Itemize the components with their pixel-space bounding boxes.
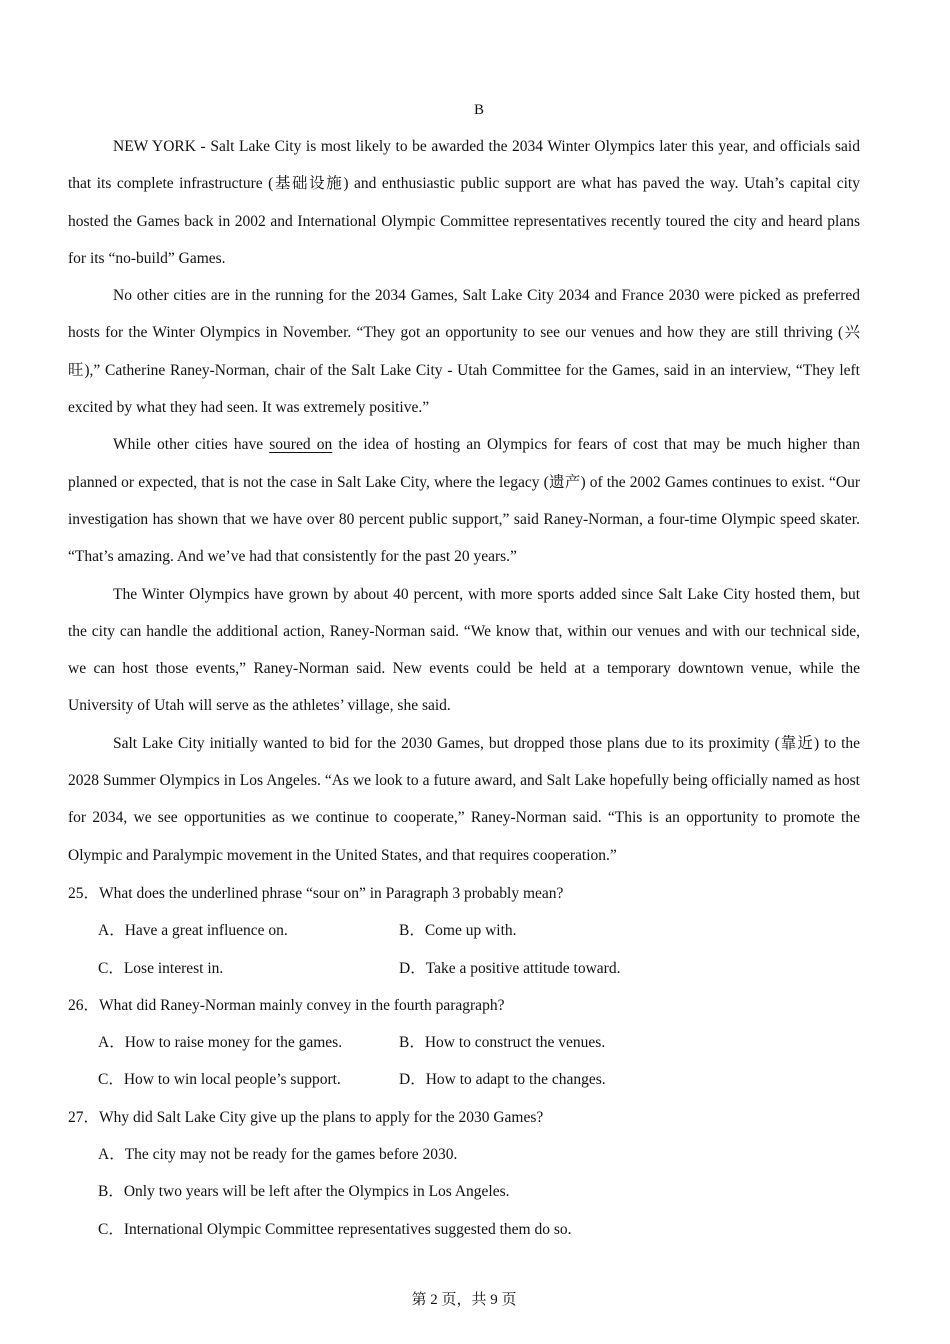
paragraph-3	[68, 426, 860, 575]
option-a: A．Have a great influence on.	[98, 922, 288, 940]
question-stem: 27．Why did Salt Lake City give up the plans to apply for the 2030 Games?	[68, 1108, 544, 1126]
options-row	[68, 1024, 860, 1061]
question-26	[68, 987, 860, 1099]
section-heading: B	[473, 102, 484, 118]
question-stem: 25．What does the underlined phrase “sour on” in Paragraph 3 probably mean?	[68, 885, 564, 902]
paragraph-1: NEW YORK - Salt Lake City is most likely to be awarded the 2034 Winter Olympics later this year, and officials said that its complete infrastructure (基础设施) and enthusiastic public support are what has paved the way. Utah’s capital city hosted the Games back in 2002 and International Olympic Committee representatives recently toured the city and heard plans for its “no-build” Games.	[68, 138, 860, 267]
question-stem: 26．What did Raney-Norman mainly convey in the fourth paragraph?	[68, 996, 505, 1014]
options-row	[68, 1061, 860, 1098]
question-25	[68, 875, 860, 987]
option-c: C．How to win local people’s support.	[98, 1071, 341, 1089]
option-b: B．How to construct the venues.	[399, 1034, 606, 1052]
question-27	[68, 1099, 860, 1248]
option-b: B．Only two years will be left after the Olympics in Los Angeles.	[98, 1183, 510, 1201]
option-d: D．How to adapt to the changes.	[399, 1071, 606, 1089]
option-c: C．International Olympic Committee representatives suggested them do so.	[98, 1220, 572, 1238]
option-d: D．Take a positive attitude toward.	[399, 959, 621, 977]
option-a: A．How to raise money for the games.	[98, 1034, 343, 1052]
page-number: 第 2 页，共 9 页	[411, 1292, 517, 1308]
paragraph-4: The Winter Olympics have grown by about 40 percent, with more sports added since Salt Lake City hosted them, but the city can handle the additional action, Raney-Norman said. “We know that, within our venues and with our technical side, we can host those events,” Raney-Norman said. New events could be held at a temporary downtown venue, while the University of Utah will serve as the athletes’ village, she said.	[68, 585, 860, 715]
underlined-phrase: soured on	[269, 436, 333, 454]
paragraph-5: Salt Lake City initially wanted to bid for the 2030 Games, but dropped those plans due to its proximity (靠近) to the 2028 Summer Olympics in Los Angeles. “As we look to a future award, and Salt Lake hopefully being officially named as host for 2034, we see opportunities as we continue to cooperate,” Raney-Norman said. “This is an opportunity to promote the Olympic and Paralympic movement in the United States, and that requires cooperation.”	[68, 734, 860, 864]
question-list	[68, 875, 860, 1248]
reading-passage	[68, 128, 860, 874]
paragraph-3-start: While other cities have	[113, 436, 270, 454]
paragraph-2: No other cities are in the running for the 2034 Games, Salt Lake City 2034 and France 2030 were picked as preferred hosts for the Winter Olympics in November. “They got an opportunity to see our venues and how they are still thriving (兴旺),” Catherine Raney-Norman, chair of the Salt Lake City - Utah Committee for the Games, said in an interview, “They left excited by what they had seen. It was extremely positive.”	[68, 287, 860, 417]
option-c: C．Lose interest in.	[98, 959, 224, 977]
option-b: B．Come up with.	[399, 922, 517, 940]
option-a: A．The city may not be ready for the games before 2030.	[98, 1146, 458, 1164]
paragraph-3-rest: the idea of hosting an Olympics for fears of cost that may be much higher than planned or expected, that is not the case in Salt Lake City, where the legacy (遗产) of the 2002 Games continues to exist. “Our investigation has shown that we have over 80 percent public support,” said Raney-Norman, a four-time Olympic speed skater. “That’s amazing. And we’ve had that consistently for the past 20 years.”	[68, 436, 860, 566]
options-row	[68, 950, 860, 987]
options-row	[68, 912, 860, 949]
